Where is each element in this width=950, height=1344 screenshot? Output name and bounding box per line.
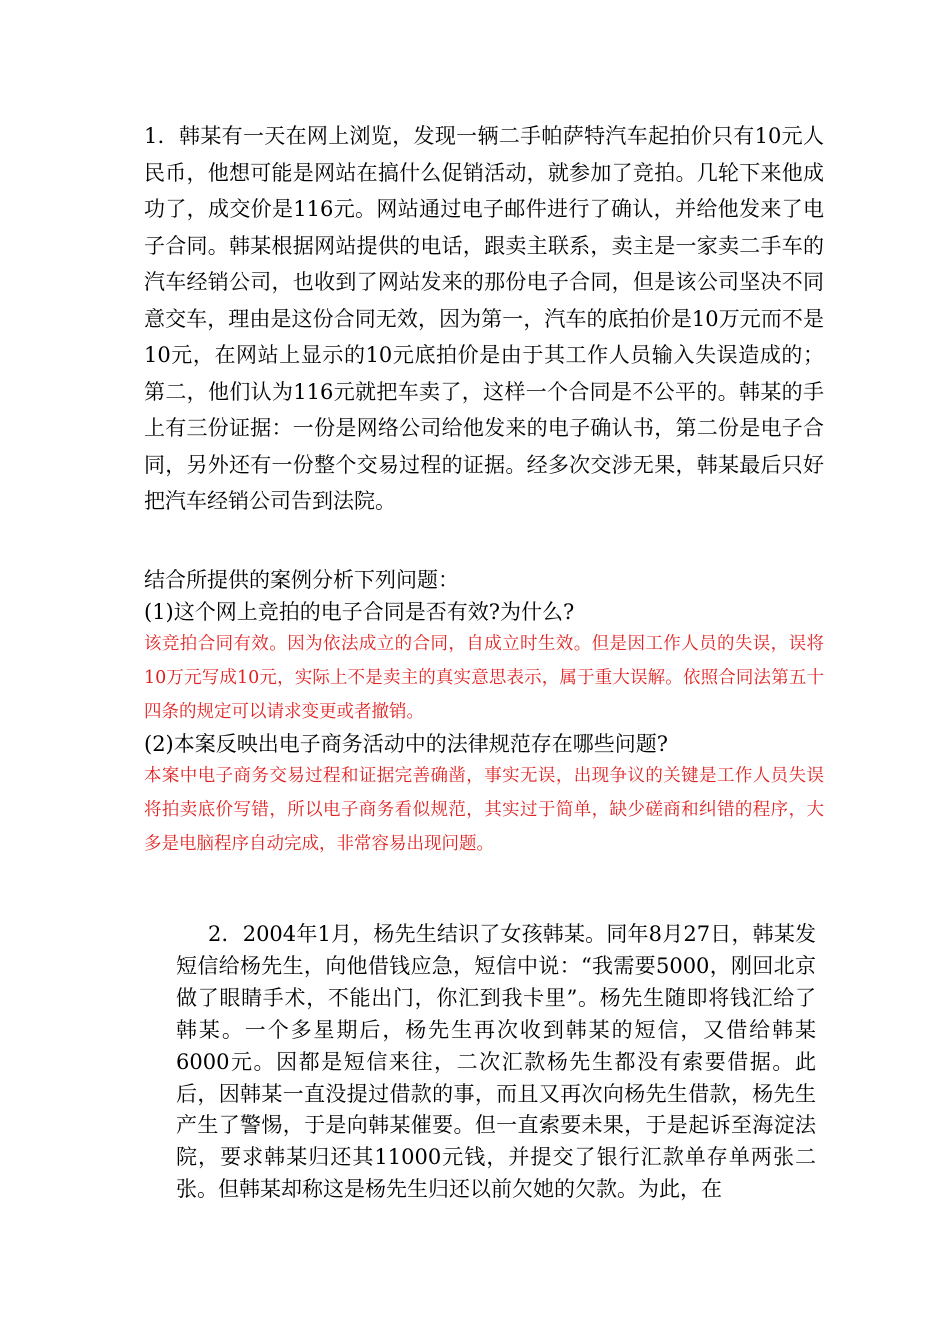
analysis-prompt: 结合所提供的案例分析下列问题： (144, 568, 459, 592)
case-1-paragraph: 1．韩某有一天在网上浏览，发现一辆二手帕萨特汽车起拍价只有10元人民币，他想可能是网站在搞什么促销活动，就参加了竞拍。几轮下来他成功了，成交价是116元。网站通过电子邮件进行了确认，并给他发来了电子合同。韩某根据网站提供的电话，跟卖主联系，卖主是一家卖二手车的汽车经销公司，也收到了网站发来的那份电子合同，但是该公司坚决不同意交车，理由是这份合同无效，因为第一，汽车的底拍价是10万元而不是10元，在网站上显示的10元底拍价是由于其工作人员输入失误造成的；第二，他们认为116元就把车卖了，这样一个合同是不公平的。韩某的手上有三份证据：一份是网络公司给他发来的电子确认书，第二份是电子合同，另外还有一份整个交易过程的证据。经多次交涉无果，韩某最后只好把汽车经销公司告到法院。 (144, 124, 824, 513)
case-2-section (176, 919, 816, 1206)
analysis-section (144, 565, 824, 861)
answer-1: 该竞拍合同有效。因为依法成立的合同，自成立时生效。但是因工作人员的失误，误将10万元写成10元，实际上不是卖主的真实意思表示，属于重大误解。依照合同法第五十四条的规定可以请求变更或者撤销。 (144, 634, 824, 722)
question-2: (2)本案反映出电子商务活动中的法律规范存在哪些问题? (144, 732, 669, 756)
case-1-section (144, 118, 824, 520)
answer-2: 本案中电子商务交易过程和证据完善确凿，事实无误，出现争议的关键是工作人员失误将拍卖底价写错，所以电子商务看似规范，其实过于简单，缺少磋商和纠错的程序，大多是电脑程序自动完成，非常容易出现问题。 (144, 766, 824, 854)
case-2-paragraph: 2．2004年1月，杨先生结识了女孩韩某。同年8月27日，韩某发短信给杨先生，向他借钱应急，短信中说：“我需要5000，刚回北京做了眼睛手术，不能出门，你汇到我卡里”。杨先生随即将钱汇给了韩某。一个多星期后，杨先生再次收到韩某的短信，又借给韩某6000元。因都是短信来往，二次汇款杨先生都没有索要借据。此后，因韩某一直没提过借款的事，而且又再次向杨先生借款，杨先生产生了警惕，于是向韩某催要。但一直索要未果，于是起诉至海淀法院，要求韩某归还其11000元钱，并提交了银行汇款单存单两张二张。但韩某却称这是杨先生归还以前欠她的欠款。为此，在 (176, 922, 816, 1202)
question-1: (1)这个网上竞拍的电子合同是否有效?为什么? (144, 600, 575, 624)
